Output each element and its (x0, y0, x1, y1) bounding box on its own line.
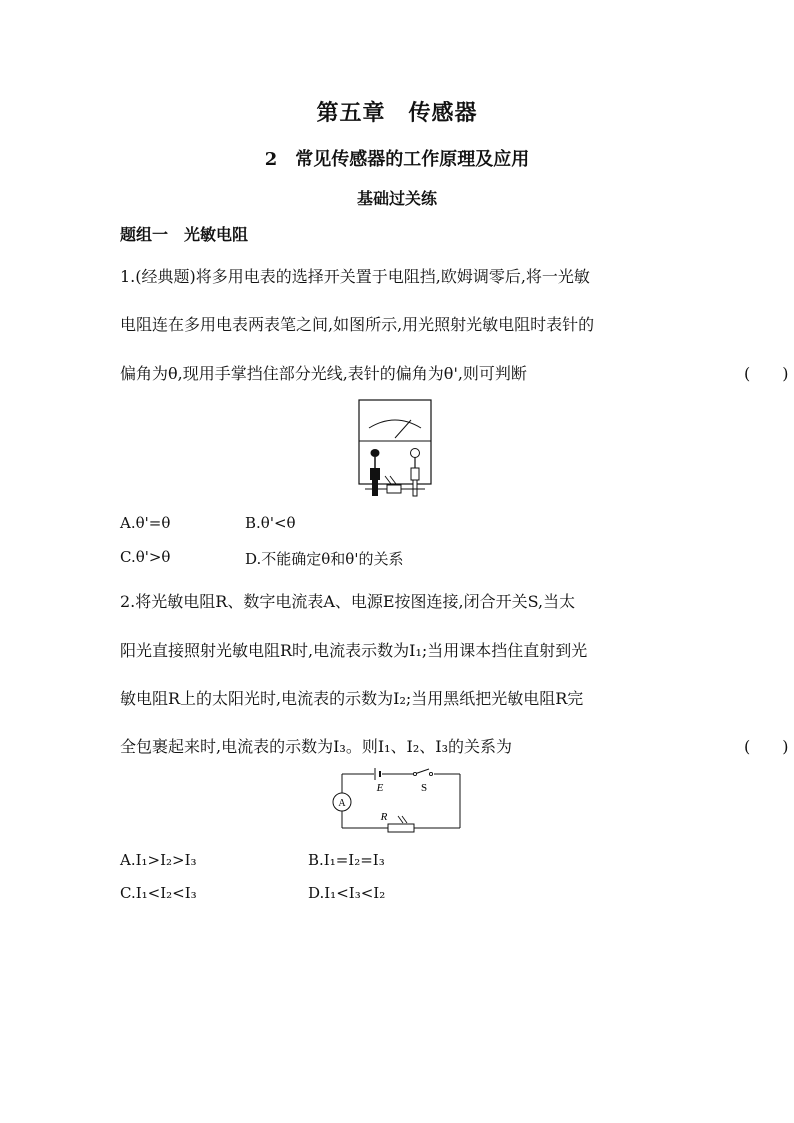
section-title: 2 常见传感器的工作原理及应用 (264, 149, 530, 170)
probe-black-tip (372, 480, 378, 496)
ammeter-label: A (338, 798, 346, 809)
switch-pivot (413, 772, 416, 775)
probe-black-head (371, 449, 380, 457)
source-label: E (376, 782, 384, 794)
q1-line-3-text: 偏角为θ,现用手掌挡住部分光线,表针的偏角为θ',则可判断 (120, 364, 527, 383)
q1-line-3 (120, 361, 789, 384)
switch-contact (429, 772, 432, 775)
q2-option-b[interactable]: B.I₁=I₂=I₃ (308, 851, 385, 869)
q1-option-c[interactable]: C.θ'>θ (120, 548, 171, 566)
chapter-title: 第五章 传感器 (316, 100, 478, 126)
probe-red-head (411, 449, 420, 458)
q1-line-1: 1.(经典题)将多用电表的选择开关置于电阻挡,欧姆调零后,将一光敏 (120, 267, 590, 286)
q2-answer-paren: ( ) (744, 737, 789, 756)
resistor-label: R (380, 811, 388, 823)
switch-label: S (420, 782, 428, 794)
q1-answer-paren: ( ) (744, 364, 789, 383)
q2-line-1: 2.将光敏电阻R、数字电流表A、电源E按图连接,闭合开关S,当太 (120, 592, 576, 611)
group-title: 题组一 光敏电阻 (120, 225, 249, 244)
probe-red-tip (413, 480, 417, 496)
q2-line-3: 敏电阻R上的太阳光时,电流表的示数为I₂;当用黑纸把光敏电阻R完 (120, 689, 584, 708)
q1-option-d[interactable]: D.不能确定θ和θ'的关系 (245, 550, 404, 568)
q2-line-4-text: 全包裹起来时,电流表的示数为I₃。则I₁、I₂、I₃的关系为 (120, 737, 513, 756)
multimeter-figure (355, 398, 435, 502)
q2-line-4 (120, 734, 789, 757)
q1-option-a[interactable]: A.θ'=θ (120, 514, 171, 532)
q2-option-a[interactable]: A.I₁>I₂>I₃ (120, 851, 197, 869)
circuit-figure (326, 768, 468, 834)
q1-line-2: 电阻连在多用电表两表笔之间,如图所示,用光照射光敏电阻时表针的 (120, 315, 595, 334)
photoresistor (387, 485, 401, 493)
subsection-title: 基础过关练 (356, 189, 437, 208)
probe-black-body (370, 468, 380, 480)
q2-line-2: 阳光直接照射光敏电阻R时,电流表示数为I₁;当用课本挡住直射到光 (120, 641, 588, 660)
resistor-symbol (388, 824, 414, 832)
q2-option-c[interactable]: C.I₁<I₂<I₃ (120, 884, 197, 902)
meter-body (359, 400, 431, 484)
q1-option-b[interactable]: B.θ'<θ (245, 514, 296, 532)
q2-option-d[interactable]: D.I₁<I₃<I₂ (308, 884, 386, 902)
probe-red-body (411, 468, 419, 480)
